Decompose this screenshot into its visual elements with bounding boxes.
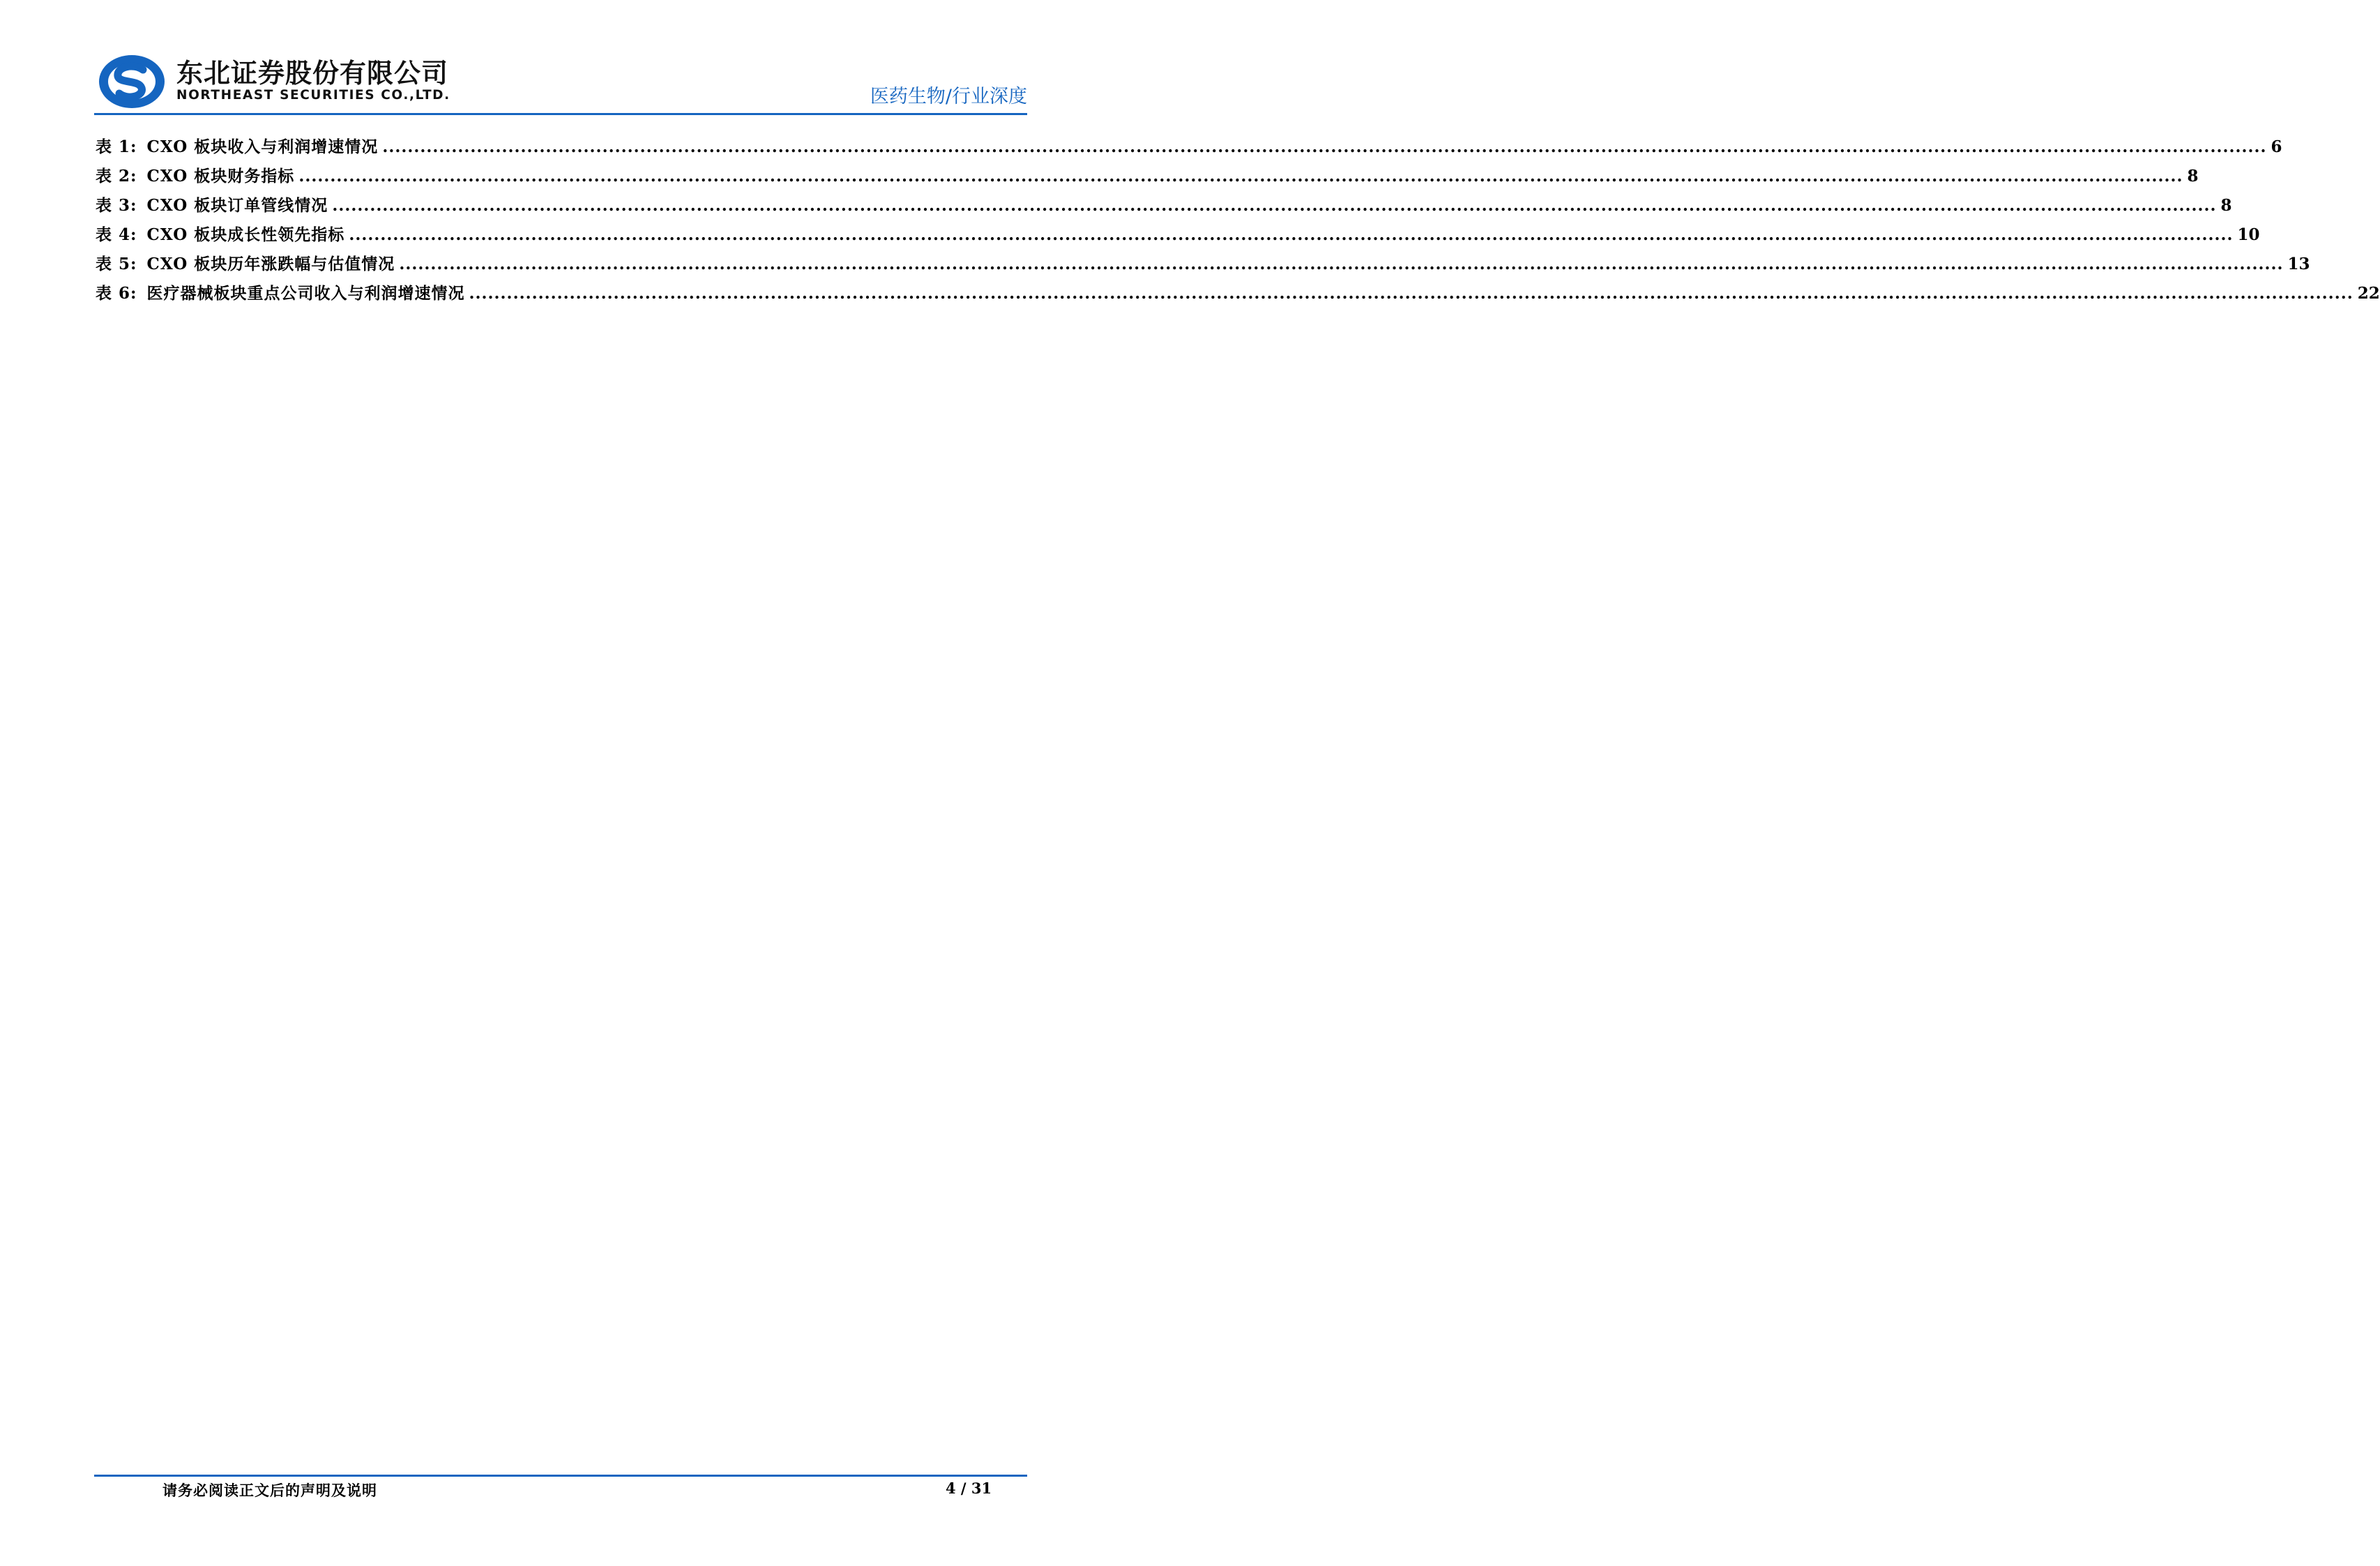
toc-item-title: CXO 板块财务指标 <box>146 167 295 186</box>
toc-item-page: 13 <box>2287 255 2310 273</box>
toc-dot-leader: ............................................................................................................................................................................................................................................................................................................ <box>349 225 2234 244</box>
toc-item[interactable] <box>96 163 2199 193</box>
toc-item-page: 8 <box>2220 196 2232 215</box>
toc-item-page: 8 <box>2187 167 2199 186</box>
footer-divider <box>94 1475 1027 1477</box>
toc-item[interactable] <box>96 222 2260 251</box>
toc-dot-leader: ............................................................................................................................................................................................................................................................................................................ <box>399 255 2284 273</box>
toc-item[interactable] <box>96 193 2232 222</box>
toc-dot-leader: ............................................................................................................................................................................................................................................................................................................ <box>469 284 2354 303</box>
toc-item[interactable] <box>96 280 2380 310</box>
toc-dot-leader: ............................................................................................................................................................................................................................................................................................................ <box>332 196 2217 215</box>
toc-item-title: CXO 板块成长性领先指标 <box>146 225 345 244</box>
toc-item-prefix: 表 6: <box>96 284 137 303</box>
table-of-tables <box>96 134 2380 310</box>
toc-dot-leader: ............................................................................................................................................................................................................................................................................................................ <box>298 167 2183 186</box>
company-logo-icon <box>97 53 167 110</box>
page-header <box>94 49 1027 113</box>
header-divider <box>94 113 1027 115</box>
company-name-cn: 东北证券股份有限公司 <box>176 58 449 89</box>
toc-item-page: 22 <box>2357 284 2380 303</box>
footer-disclaimer: 请务必阅读正文后的声明及说明 <box>162 1482 377 1499</box>
toc-item[interactable] <box>96 134 2282 163</box>
toc-item[interactable] <box>96 251 2310 280</box>
toc-item-page: 6 <box>2271 137 2282 156</box>
toc-item-title: CXO 板块收入与利润增速情况 <box>146 137 379 156</box>
toc-dot-leader: ............................................................................................................................................................................................................................................................................................................ <box>382 137 2267 156</box>
toc-item-title: CXO 板块订单管线情况 <box>146 196 328 215</box>
toc-item-title: 医疗器械板块重点公司收入与利润增速情况 <box>146 284 465 303</box>
toc-item-prefix: 表 2: <box>96 167 137 186</box>
report-section: 医药生物/行业深度 <box>870 86 1027 107</box>
toc-item-title: CXO 板块历年涨跌幅与估值情况 <box>146 255 395 273</box>
toc-item-page: 10 <box>2237 225 2260 244</box>
page-number: 4 / 31 <box>946 1480 992 1497</box>
toc-item-prefix: 表 3: <box>96 196 137 215</box>
toc-item-prefix: 表 4: <box>96 225 137 244</box>
toc-item-prefix: 表 5: <box>96 255 137 273</box>
company-name-en: NORTHEAST SECURITIES CO.,LTD. <box>176 88 450 103</box>
toc-item-prefix: 表 1: <box>96 137 137 156</box>
